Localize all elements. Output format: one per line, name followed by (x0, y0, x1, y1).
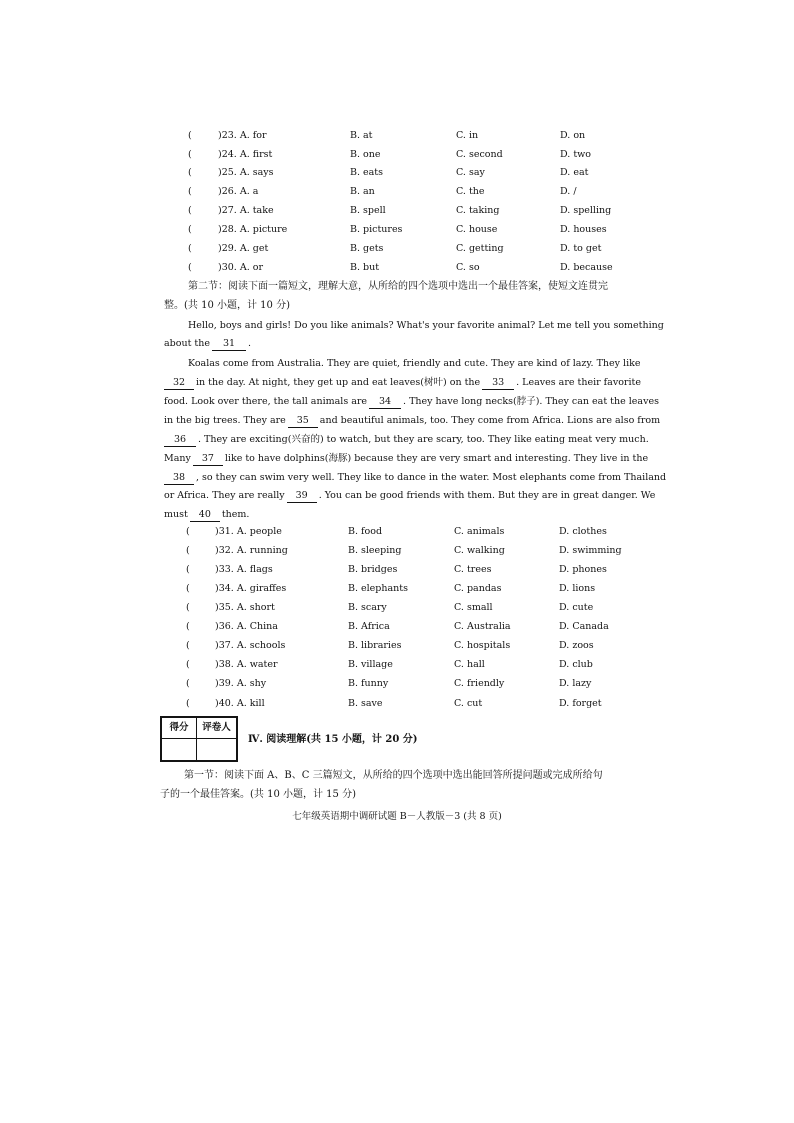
answer-paren[interactable]: ( (186, 698, 190, 709)
option-c: C. friendly (454, 678, 505, 689)
option-a: )27. A. take (218, 205, 274, 216)
answer-paren[interactable]: ( (186, 564, 190, 575)
option-d: D. club (559, 659, 593, 670)
option-b: B. funny (348, 678, 389, 689)
option-b: B. one (350, 149, 381, 160)
section2-instructions-cont: 整。(共 10 小题，计 10 分) (164, 300, 290, 311)
option-a: )29. A. get (218, 243, 269, 254)
grader-label: 评卷人 (197, 718, 236, 739)
score-table (160, 716, 238, 762)
option-d: D. phones (559, 564, 607, 575)
question-row (0, 164, 794, 182)
blank-34[interactable]: 34 (369, 396, 401, 409)
question-row (0, 561, 794, 579)
question-row (0, 240, 794, 258)
question-row (0, 523, 794, 541)
option-a: )24. A. first (218, 149, 273, 160)
option-d: D. cute (559, 602, 594, 613)
option-b: B. save (348, 698, 383, 709)
option-b: B. sleeping (348, 545, 402, 556)
option-d: D. swimming (559, 545, 622, 556)
question-row (0, 656, 794, 674)
option-b: B. at (350, 130, 373, 141)
blank-36[interactable]: 36 (164, 434, 196, 447)
answer-paren[interactable]: ( (188, 130, 192, 141)
blank-35[interactable]: 35 (288, 415, 318, 428)
answer-paren[interactable]: ( (188, 262, 192, 273)
passage-line: about the 31 . (164, 338, 252, 349)
section4-title: Ⅳ. 阅读理解(共 15 小题，计 20 分) (248, 734, 418, 745)
option-c: C. animals (454, 526, 505, 537)
option-c: C. trees (454, 564, 492, 575)
question-row (0, 542, 794, 560)
option-d: D. lions (559, 583, 596, 594)
passage-line: 32 in the day. At night, they get up and eat leaves(树叶) on the 33 . Leaves are their favorite (164, 373, 641, 392)
option-a: )38. A. water (215, 659, 278, 670)
answer-paren[interactable]: ( (186, 602, 190, 613)
option-b: B. gets (350, 243, 384, 254)
option-d: D. clothes (559, 526, 607, 537)
option-a: )36. A. China (215, 621, 278, 632)
question-row (0, 580, 794, 598)
question-row (0, 221, 794, 239)
option-b: B. spell (350, 205, 386, 216)
option-b: B. village (348, 659, 393, 670)
passage-line: in the big trees. They are 35 and beautiful animals, too. They come from Africa. Lions are also from (164, 415, 661, 426)
answer-paren[interactable]: ( (186, 621, 190, 632)
option-d: D. houses (560, 224, 607, 235)
option-c: C. hall (454, 659, 485, 670)
answer-paren[interactable]: ( (186, 583, 190, 594)
blank-31[interactable]: 31 (212, 338, 246, 351)
blank-40[interactable]: 40 (190, 509, 220, 522)
option-b: B. libraries (348, 640, 402, 651)
question-row (0, 259, 794, 277)
option-a: )37. A. schools (215, 640, 286, 651)
option-a: )32. A. running (215, 545, 288, 556)
option-d: D. to get (560, 243, 602, 254)
option-c: C. pandas (454, 583, 502, 594)
blank-32[interactable]: 32 (164, 377, 194, 390)
option-d: D. zoos (559, 640, 594, 651)
blank-39[interactable]: 39 (287, 490, 317, 503)
question-row (0, 183, 794, 201)
option-d: D. on (560, 130, 586, 141)
score-cell[interactable] (162, 739, 197, 760)
answer-paren[interactable]: ( (186, 526, 190, 537)
option-c: C. so (456, 262, 480, 273)
answer-paren[interactable]: ( (186, 659, 190, 670)
option-c: C. house (456, 224, 498, 235)
option-c: C. small (454, 602, 493, 613)
question-row (0, 637, 794, 655)
passage-line: food. Look over there, the tall animals are 34 . They have long necks(脖子). They can eat the leaves (164, 396, 659, 407)
option-d: D. Canada (559, 621, 609, 632)
answer-paren[interactable]: ( (186, 545, 190, 556)
option-b: B. scary (348, 602, 387, 613)
answer-paren[interactable]: ( (188, 205, 192, 216)
option-b: B. an (350, 186, 375, 197)
option-c: C. hospitals (454, 640, 511, 651)
question-row (0, 127, 794, 145)
passage-line: Hello, boys and girls! Do you like animals? What's your favorite animal? Let me tell you something (188, 320, 664, 331)
option-a: )23. A. for (218, 130, 267, 141)
answer-paren[interactable]: ( (188, 243, 192, 254)
answer-paren[interactable]: ( (186, 640, 190, 651)
option-a: )31. A. people (215, 526, 282, 537)
option-c: C. in (456, 130, 479, 141)
option-d: D. eat (560, 167, 589, 178)
score-label: 得分 (162, 718, 197, 739)
passage-line: 36 . They are exciting(兴奋的) to watch, but they are scary, too. They like eating meat very much. (164, 430, 649, 449)
option-b: B. elephants (348, 583, 408, 594)
option-d: D. two (560, 149, 591, 160)
passage-line: or Africa. They are really 39 . You can be good friends with them. But they are in great danger. We (164, 490, 656, 501)
option-b: B. pictures (350, 224, 403, 235)
option-d: D. spelling (560, 205, 612, 216)
option-b: B. Africa (348, 621, 390, 632)
option-d: D. because (560, 262, 613, 273)
option-d: D. forget (559, 698, 602, 709)
option-c: C. taking (456, 205, 500, 216)
passage-line: Many 37 like to have dolphins(海豚) because they are very smart and interesting. They live in the (164, 453, 649, 464)
option-a: )34. A. giraffes (215, 583, 287, 594)
option-a: )28. A. picture (218, 224, 288, 235)
option-a: )39. A. shy (215, 678, 267, 689)
grader-cell[interactable] (197, 739, 236, 760)
option-c: C. second (456, 149, 503, 160)
option-a: )35. A. short (215, 602, 275, 613)
option-a: )40. A. kill (215, 698, 265, 709)
option-c: C. say (456, 167, 485, 178)
answer-paren[interactable]: ( (188, 167, 192, 178)
option-c: C. Australia (454, 621, 511, 632)
option-a: )30. A. or (218, 262, 263, 273)
option-c: C. walking (454, 545, 505, 556)
option-a: )25. A. says (218, 167, 274, 178)
section2-instructions: 第二节：阅读下面一篇短文，理解大意，从所给的四个选项中选出一个最佳答案，使短文连贯完 (188, 281, 608, 292)
section4-instructions: 第一节：阅读下面 A、B、C 三篇短文，从所给的四个选项中选出能回答所提问题或完成所给句 (184, 770, 603, 781)
option-c: C. cut (454, 698, 483, 709)
section4-instructions-cont: 子的一个最佳答案。(共 10 小题，计 15 分) (160, 789, 356, 800)
question-row (0, 599, 794, 617)
passage-line: Koalas come from Australia. They are quiet, friendly and cute. They are kind of lazy. They like (188, 358, 641, 369)
question-row (0, 695, 794, 713)
answer-paren[interactable]: ( (188, 149, 192, 160)
option-a: )26. A. a (218, 186, 259, 197)
blank-37[interactable]: 37 (193, 453, 223, 466)
option-b: B. food (348, 526, 383, 537)
option-b: B. but (350, 262, 380, 273)
answer-paren[interactable]: ( (188, 224, 192, 235)
option-c: C. the (456, 186, 485, 197)
question-row (0, 618, 794, 636)
passage-line: 38 , so they can swim very well. They like to dance in the water. Most elephants come from Thailand (164, 468, 666, 487)
blank-38[interactable]: 38 (164, 472, 194, 485)
question-row (0, 675, 794, 693)
question-row (0, 202, 794, 220)
option-d: D. / (560, 186, 577, 197)
answer-paren[interactable]: ( (186, 678, 190, 689)
page-footer: 七年级英语期中调研试题 B－人教版－3 (共 8 页) (292, 811, 502, 822)
option-b: B. bridges (348, 564, 398, 575)
option-a: )33. A. flags (215, 564, 273, 575)
question-row (0, 146, 794, 164)
blank-33[interactable]: 33 (482, 377, 514, 390)
option-c: C. getting (456, 243, 504, 254)
option-d: D. lazy (559, 678, 592, 689)
passage-line: must 40 them. (164, 509, 250, 520)
option-b: B. eats (350, 167, 383, 178)
answer-paren[interactable]: ( (188, 186, 192, 197)
